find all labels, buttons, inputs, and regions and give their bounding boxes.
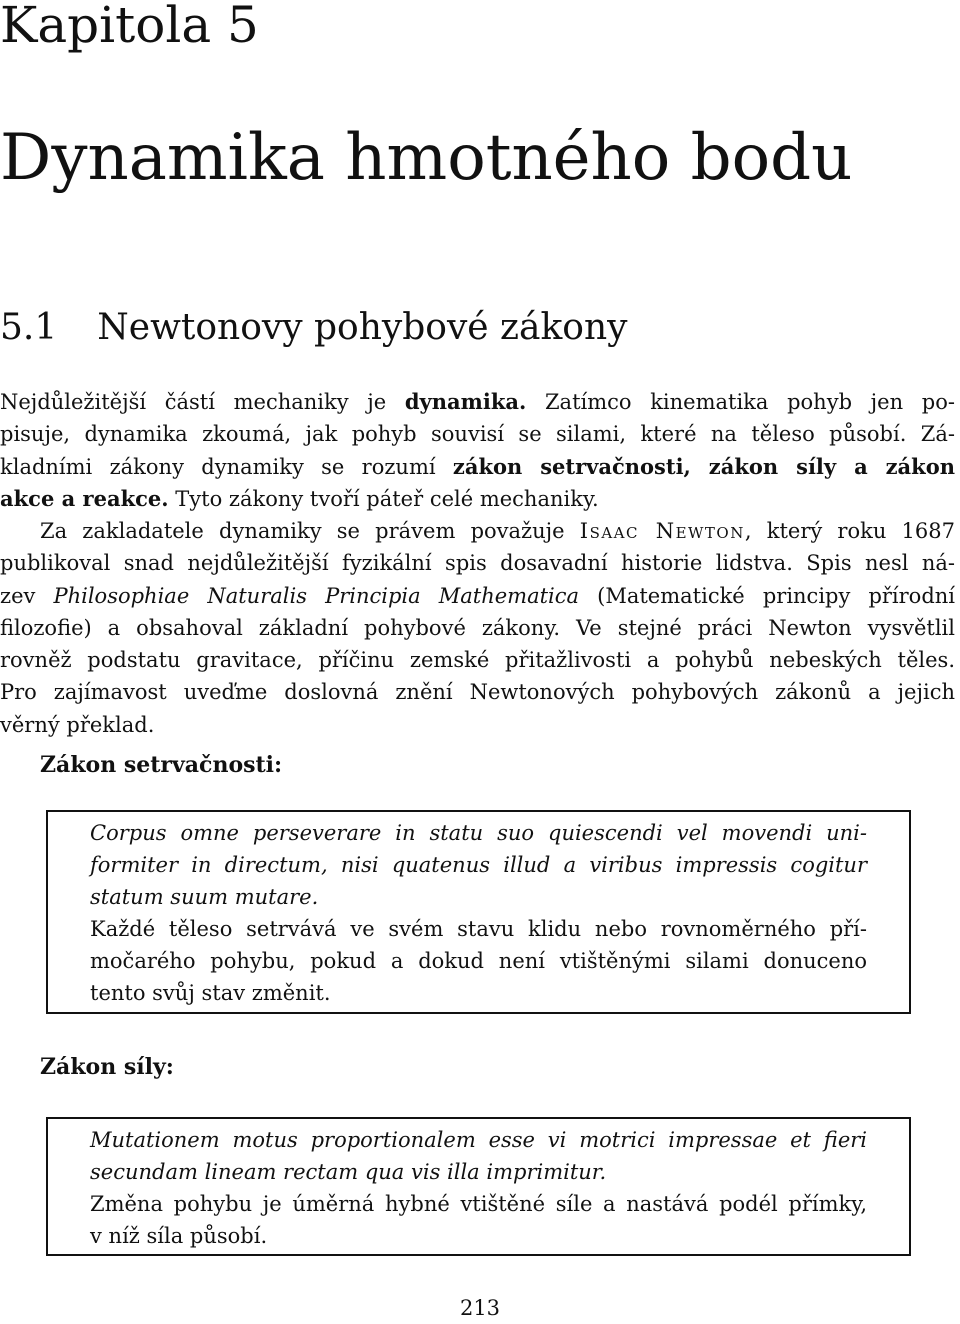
section-title-text: Newtonovy pohybové zákony — [97, 307, 628, 348]
text-run: Zatímco kinematika pohyb jen po- — [526, 390, 955, 414]
text-run: Nejdůležitější částí mechaniky je — [0, 390, 405, 414]
book-title: Philosophiae Naturalis Principia Mathematica — [53, 583, 580, 608]
latin-text: statum suum mutare. — [90, 885, 319, 909]
paragraph-intro — [0, 386, 955, 515]
text-run: zev — [0, 583, 54, 608]
latin-text: Corpus omne perseverare in statu suo quiescendi vel movendi uni- — [90, 821, 867, 845]
paragraph-line: rovněž podstatu gravitace, příčinu zemské přitažlivosti a pohybů nebeských těles. — [0, 648, 955, 673]
law-force-heading: Zákon síly: — [40, 1054, 174, 1080]
czech-line: močarého pohybu, pokud a dokud není vtištěnými silami donuceno — [90, 949, 867, 973]
text-run: (Matematické principy přírodní — [579, 583, 956, 608]
author-name: Isaac Newton — [579, 519, 745, 543]
latin-text: secundam lineam rectam qua vis illa imprimitur. — [90, 1160, 607, 1184]
paragraph-line: Pro zajímavost uveďme doslovná znění Newtonových pohybových zákonů a jejich — [0, 680, 955, 705]
text-run: kladními zákony dynamiky se rozumí — [0, 454, 453, 479]
chapter-label: Kapitola 5 — [0, 0, 259, 54]
czech-line: v níž síla působí. — [90, 1224, 268, 1248]
section-title — [0, 306, 628, 349]
paragraph-line — [0, 386, 955, 418]
section-number: 5.1 — [0, 307, 58, 348]
paragraph-line — [0, 580, 955, 612]
latin-line — [90, 1156, 867, 1188]
latin-line — [90, 881, 867, 913]
chapter-title: Dynamika hmotného bodu — [0, 121, 853, 195]
law-inertia-heading: Zákon setrvačnosti: — [40, 752, 283, 778]
paragraph-newton — [0, 515, 955, 741]
latin-text: formiter in directum, nisi quatenus illud a viribus impressis cogitur — [90, 853, 867, 877]
paragraph-line: filozofie) a obsahoval základní pohybové zákony. Ve stejné práci Newton vysvětlil — [0, 615, 955, 640]
term-dynamika: dynamika. — [404, 389, 527, 414]
latin-line — [90, 1124, 867, 1156]
czech-line: Každé těleso setrvává ve svém stavu klidu nebo rovnoměrného pří- — [90, 917, 867, 941]
czech-line: Změna pohybu je úměrná hybné vtištěné síle a nastává podél přímky, — [90, 1192, 867, 1216]
law-inertia-box — [46, 810, 911, 1014]
term-laws: zákon setrvačnosti, zákon síly a zákon — [452, 453, 955, 479]
latin-line — [90, 817, 867, 849]
paragraph-line — [0, 515, 955, 547]
law-force-box — [46, 1117, 911, 1256]
paragraph-line: věrný překlad. — [0, 712, 155, 737]
text-run: Za zakladatele dynamiky se právem považuje — [40, 519, 580, 543]
paragraph-line: publikoval snad nejdůležitější fyzikální spis dosavadní historie lidstva. Spis nesl ná- — [0, 551, 955, 576]
czech-line: tento svůj stav změnit. — [90, 981, 331, 1005]
text-run: , který roku 1687 — [744, 519, 955, 543]
page-number: 213 — [459, 1296, 501, 1320]
paragraph-line — [0, 483, 955, 515]
paragraph-line: pisuje, dynamika zkoumá, jak pohyb souvisí se silami, které na těleso působí. Zá- — [0, 422, 955, 447]
text-run: Tyto zákony tvoří páteř celé mechaniky. — [168, 486, 599, 511]
latin-line — [90, 849, 867, 881]
latin-text: Mutationem motus proportionalem esse vi motrici impressae et fieri — [90, 1128, 867, 1152]
term-action-reaction: akce a reakce. — [0, 485, 169, 511]
paragraph-line — [0, 451, 955, 483]
